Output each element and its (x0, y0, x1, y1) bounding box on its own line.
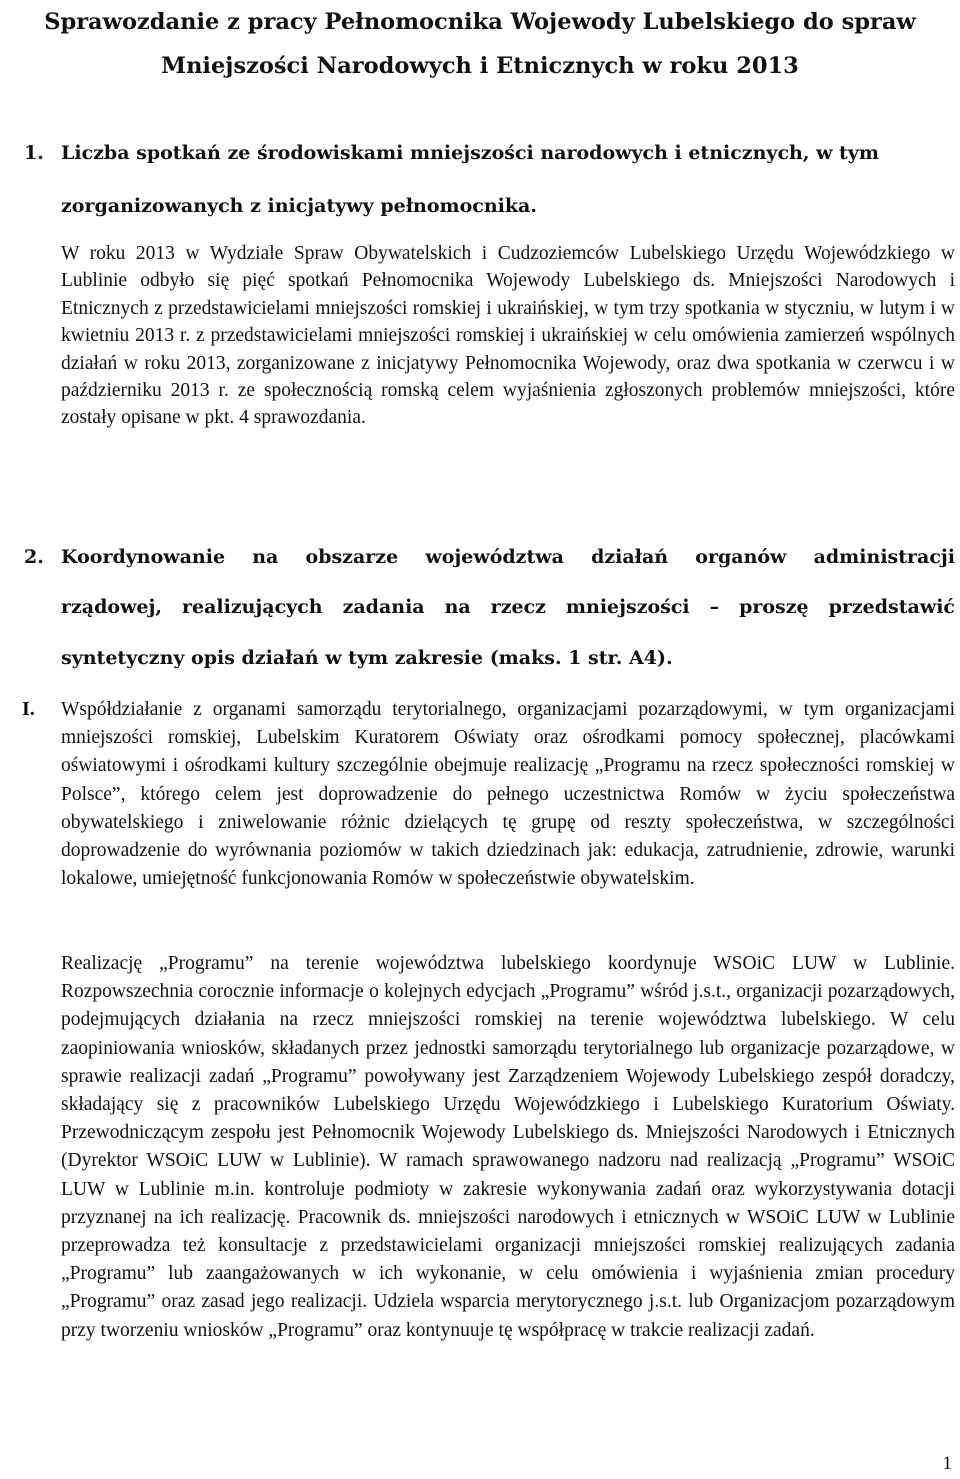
document-title (0, 0, 960, 88)
title-line-2: Mniejszości Narodowych i Etnicznych w roku 2013 (161, 53, 799, 79)
title-line-1: Sprawozdanie z pracy Pełnomocnika Wojewody Lubelskiego do spraw (44, 9, 916, 35)
section-2-number: 2. (24, 546, 44, 568)
section-2-heading-line-1: Koordynowanie na obszarze województwa działań organów administracji (61, 546, 955, 568)
section-2-heading-line-2: rządowej, realizujących zadania na rzecz mniejszości – proszę przedstawić (61, 596, 955, 618)
subsection-I-paragraph-2: Realizację „Programu” na terenie województwa lubelskiego koordynuje WSOiC LUW w Lublinie. Rozpowszechnia corocznie informacje o kolejnych edycjach „Programu” wśród j.s.t., organizacji pozarządowych, podejmujących działania na rzecz mniejszości romskiej na terenie województwa lubelskiego. W celu zaopiniowania wniosków, składanych przez jednostki samorządu terytorialnego lub organizacje pozarządowe, w sprawie realizacji zadań „Programu” powoływany jest Zarządzeniem Wojewody Lubelskiego zespół doradczy, składający się z pracowników Lubelskiego Urzędu Wojewódzkiego i Lubelskiego Kuratorium Oświaty. Przewodniczącym zespołu jest Pełnomocnik Wojewody Lubelskiego ds. Mniejszości Narodowych i Etnicznych (Dyrektor WSOiC LUW w Lublinie). W ramach sprawowanego nadzoru nad realizacją „Programu” WSOiC LUW w Lublinie m.in. kontroluje podmioty w zakresie wykonywania zadań oraz wykorzystywania dotacji przyznanej na ich realizację. Pracownik ds. mniejszości narodowych i etnicznych w WSOiC LUW w Lublinie przeprowadza też konsultacje z przedstawicielami organizacji mniejszości romskiej realizujących zadania „Programu” lub zaangażowanych w ich wykonanie, w celu omówienia i wyjaśnienia zmian procedury „Programu” oraz zasad jego realizacji. Udziela wsparcia merytorycznego j.s.t. lub Organizacjom pozarządowym przy tworzeniu wniosków „Programu” oraz kontynuuje tę współpracę w trakcie realizacji zadań. (61, 953, 955, 1341)
section-1-heading-line-2: zorganizowanych z inicjatywy pełnomocnika. (61, 195, 537, 217)
page-number: 1 (942, 1453, 952, 1474)
subsection-marker: I. (22, 698, 35, 720)
section-1-heading-line-1: Liczba spotkań ze środowiskami mniejszości narodowych i etnicznych, w tym (61, 142, 879, 164)
section-1-body: W roku 2013 w Wydziale Spraw Obywatelskich i Cudzoziemców Lubelskiego Urzędu Wojewódzkiego w Lublinie odbyło się pięć spotkań Pełnomocnika Wojewody Lubelskiego ds. Mniejszości Narodowych i Etnicznych z przedstawicielami mniejszości romskiej i ukraińskiej, w tym trzy spotkania w styczniu, w lutym i w kwietniu 2013 r. z przedstawicielami mniejszości romskiej i ukraińskiej w celu omówienia zamierzeń wspólnych działań w roku 2013, zorganizowane z inicjatywy Pełnomocnika Wojewody, oraz dwa spotkania w czerwcu i w październiku 2013 r. ze społecznością romską celem wyjaśnienia zgłoszonych problemów mniejszości, które zostały opisane w pkt. 4 sprawozdania. (61, 243, 955, 429)
section-1-number: 1. (24, 142, 44, 164)
subsection-I-paragraph-1: Współdziałanie z organami samorządu terytorialnego, organizacjami pozarządowymi, w tym organizacjami mniejszości romskiej, Lubelskim Kuratorem Oświaty oraz ośrodkami pomocy społecznej, placówkami oświatowymi i ośrodkami kultury szczególnie obejmuje realizację „Programu na rzecz społeczności romskiej w Polsce”, którego celem jest doprowadzenie do pełnego uczestnictwa Romów w życiu społeczeństwa obywatelskiego i zniwelowanie różnic dzielących tę grupę od reszty społeczeństwa, w szczególności doprowadzenie do wyrównania poziomów w takich dziedzinach jak: edukacja, zatrudnienie, zdrowie, warunki lokalowe, umiejętność funkcjonowania Romów w społeczeństwie obywatelskim. (61, 699, 955, 890)
section-2-heading-line-3: syntetyczny opis działań w tym zakresie (maks. 1 str. A4). (61, 647, 673, 669)
